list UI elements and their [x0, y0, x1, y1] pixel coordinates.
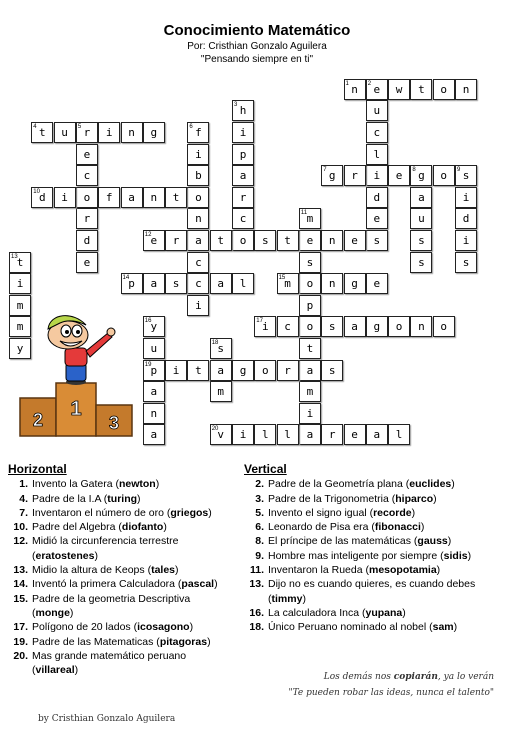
crossword-cell[interactable]: t — [410, 79, 432, 100]
crossword-cell[interactable]: y 16 — [143, 316, 165, 337]
crossword-cell[interactable]: c — [187, 273, 209, 294]
crossword-cell[interactable]: r — [321, 424, 343, 445]
clue-item — [244, 492, 506, 506]
crossword-cell[interactable]: g 8 — [410, 165, 432, 186]
crossword-cell[interactable]: n — [410, 316, 432, 337]
crossword-cell[interactable]: i — [54, 187, 76, 208]
clue-text: Inventó la primera Calculadora (pascal) — [32, 578, 218, 591]
podium-number: 1 — [70, 398, 82, 420]
crossword-cell[interactable]: n — [455, 79, 477, 100]
clue-text: Padre de la Trigonometria (hiparco) — [268, 492, 437, 505]
clue-item — [244, 520, 506, 534]
crossword-cell[interactable]: m — [9, 316, 31, 337]
clue-number: 6 — [189, 124, 193, 130]
clue-answer: monge — [35, 606, 70, 619]
clue-number: 7 — [323, 167, 327, 174]
clue-number: 17 — [256, 318, 263, 325]
clue-item — [8, 592, 234, 621]
crossword-cell[interactable]: a — [366, 424, 388, 445]
clue-item — [8, 477, 234, 491]
crossword-cell[interactable]: e — [366, 208, 388, 229]
crossword-cell[interactable]: d — [366, 187, 388, 208]
crossword-cell[interactable]: a — [143, 273, 165, 294]
crossword-cell[interactable]: e — [366, 273, 388, 294]
crossword-cell[interactable]: a — [210, 273, 232, 294]
crossword-cell[interactable]: d — [76, 230, 98, 251]
clue-number: 18 — [211, 340, 219, 346]
clue-item — [244, 563, 506, 577]
crossword-cell[interactable]: i — [366, 165, 388, 186]
clue-number: 15. — [13, 592, 28, 605]
clue-number: 5 — [77, 124, 82, 130]
crossword-cell[interactable]: m — [9, 295, 31, 316]
clue-answer: villareal — [35, 664, 75, 677]
clue-item — [244, 549, 506, 563]
crossword-cell[interactable]: r — [232, 187, 254, 208]
clue-item — [8, 649, 234, 678]
clue-answer: gauss — [417, 535, 448, 548]
crossword-cell[interactable]: l — [388, 424, 410, 445]
clue-text: Inventaron el número de oro (griegos) — [32, 506, 212, 519]
crossword-cell[interactable]: a — [143, 381, 165, 402]
clue-text: Dijo no es cuando quieres, es cuando debes (timmy) — [268, 578, 476, 605]
crossword-cell[interactable]: r — [344, 165, 366, 186]
clue-number: 1 — [345, 80, 349, 87]
crossword-cell[interactable]: a — [232, 165, 254, 186]
crossword-cell[interactable]: w — [388, 79, 410, 100]
podium-number: 3 — [108, 413, 120, 433]
crossword-cell[interactable]: e — [344, 230, 366, 251]
crossword-cell[interactable]: m 15 — [277, 273, 299, 294]
crossword-cell[interactable]: s — [366, 230, 388, 251]
clue-number: 13 — [11, 253, 18, 260]
clue-answer: timmy — [271, 592, 303, 605]
crossword-cell[interactable]: n 1 — [344, 79, 366, 100]
crossword-cell[interactable]: o — [76, 187, 98, 208]
crossword-cell[interactable]: u — [143, 338, 165, 359]
mascot-illustration — [18, 315, 136, 440]
clue-number: 12 — [144, 232, 152, 238]
clue-number: 1. — [19, 478, 28, 491]
crossword-cell[interactable]: a — [143, 424, 165, 445]
clue-number: 18. — [249, 621, 264, 634]
crossword-cell[interactable]: a — [344, 316, 366, 337]
clue-number: 2 — [367, 80, 372, 87]
crossword-cell[interactable]: p 19 — [143, 360, 165, 381]
crossword-cell[interactable]: t — [210, 230, 232, 251]
clue-number: 19. — [13, 635, 28, 648]
clue-number: 14. — [13, 578, 28, 591]
clue-text: Padre de la I.A (turing) — [32, 492, 141, 505]
clue-number: 15 — [278, 275, 286, 282]
crossword-cell[interactable]: i — [299, 403, 321, 424]
clue-number: 10. — [13, 521, 28, 534]
crossword-cell[interactable]: t 13 — [9, 252, 31, 273]
crossword-cell[interactable]: f 6 — [187, 122, 209, 143]
crossword-cell[interactable]: u — [54, 122, 76, 143]
clue-answer: sam — [432, 621, 454, 634]
crossword-cell[interactable]: p — [299, 295, 321, 316]
clue-number: 4. — [19, 492, 28, 505]
crossword-cell[interactable]: a — [187, 230, 209, 251]
clue-text: Midio la altura de Keops (tales) — [32, 564, 179, 577]
crossword-cell[interactable]: i — [9, 273, 31, 294]
crossword-cell[interactable]: o — [433, 79, 455, 100]
crossword-cell[interactable]: a — [299, 424, 321, 445]
clue-text: Invento la Gatera (newton) — [32, 478, 160, 491]
clue-item — [8, 635, 234, 649]
crossword-cell[interactable]: t — [165, 187, 187, 208]
crossword-cell[interactable]: n — [187, 208, 209, 229]
crossword-cell[interactable]: c — [277, 316, 299, 337]
crossword-cell[interactable]: d 10 — [31, 187, 53, 208]
clue-answer: tales — [151, 564, 176, 577]
crossword-cell[interactable]: u — [366, 100, 388, 121]
crossword-cell[interactable]: r 5 — [76, 122, 98, 143]
clue-item — [244, 606, 506, 620]
crossword-cell[interactable]: s — [321, 316, 343, 337]
crossword-cell[interactable]: o — [232, 230, 254, 251]
clue-number: 8. — [255, 535, 264, 548]
crossword-cell[interactable]: s — [165, 273, 187, 294]
page-title: Conocimiento Matemático — [163, 22, 351, 39]
crossword-cell[interactable]: o — [187, 187, 209, 208]
clue-answer: pitagoras — [159, 635, 208, 648]
crossword-cell[interactable]: p 14 — [121, 273, 143, 294]
clue-text: La calculadora Inca (yupana) — [268, 606, 406, 619]
clue-answer: icosagono — [137, 621, 190, 634]
clue-item — [8, 563, 234, 577]
clue-item — [244, 577, 506, 606]
clue-answer: euclides — [409, 478, 452, 491]
clue-number: 20. — [13, 649, 28, 662]
crossword-cell[interactable]: i — [187, 144, 209, 165]
crossword-cell[interactable]: i — [232, 424, 254, 445]
crossword-cell[interactable]: n — [143, 187, 165, 208]
byline: by Cristhian Gonzalo Aguilera — [38, 714, 176, 724]
crossword-cell[interactable]: i — [455, 187, 477, 208]
crossword-cell[interactable]: l — [277, 424, 299, 445]
crossword-cell[interactable]: t — [187, 360, 209, 381]
crossword-cell[interactable]: g — [366, 316, 388, 337]
clue-answer: hiparco — [395, 492, 434, 505]
clue-number: 3 — [234, 102, 238, 109]
crossword-cell[interactable]: s 18 — [210, 338, 232, 359]
crossword-cell[interactable]: g — [143, 122, 165, 143]
clue-answer: mesopotamia — [368, 564, 437, 577]
crossword-cell[interactable]: r — [277, 360, 299, 381]
clue-number: 5. — [255, 506, 264, 519]
clue-number: 4 — [33, 124, 37, 130]
crossword-cell[interactable]: t — [299, 338, 321, 359]
crossword-cell[interactable]: f — [98, 187, 120, 208]
crossword-cell[interactable]: l — [232, 273, 254, 294]
clue-item — [8, 492, 234, 506]
crossword-cell[interactable]: s 9 — [455, 165, 477, 186]
crossword-cell[interactable]: y — [9, 338, 31, 359]
crossword-cell[interactable]: e 2 — [366, 79, 388, 100]
clue-answer: fibonacci — [374, 521, 421, 534]
clue-answer: turing — [107, 492, 138, 505]
clue-text: Midió la circunferencia terrestre (eratostenes) — [32, 535, 179, 562]
crossword-cell[interactable]: s — [410, 252, 432, 273]
clue-item — [244, 620, 506, 634]
crossword-cell[interactable]: s — [410, 230, 432, 251]
crossword-cell[interactable]: e — [388, 165, 410, 186]
crossword-cell[interactable]: g — [232, 360, 254, 381]
crossword-cell[interactable]: b — [187, 165, 209, 186]
horizontal-heading: Horizontal — [8, 462, 67, 476]
crossword-cell[interactable]: o — [433, 165, 455, 186]
crossword-cell[interactable]: c — [187, 252, 209, 273]
crossword-cell[interactable]: s — [321, 360, 343, 381]
clue-number: 16 — [144, 318, 152, 325]
clue-text: Inventaron la Rueda (mesopotamia) — [268, 564, 441, 577]
crossword-cell[interactable]: c — [232, 208, 254, 229]
clue-text: Leonardo de Pisa era (fibonacci) — [268, 521, 425, 534]
horizontal-clues — [8, 462, 234, 677]
motto: "Pensando siempre en ti" — [200, 54, 314, 65]
clue-number: 14 — [122, 275, 130, 282]
crossword-cell[interactable]: e — [299, 230, 321, 251]
crossword-cell[interactable]: n — [143, 403, 165, 424]
clue-item — [244, 477, 506, 491]
clue-text: Padre de la geometria Descriptiva (monge) — [32, 592, 191, 619]
crossword-cell[interactable]: e — [344, 424, 366, 445]
crossword-cell[interactable]: m — [210, 381, 232, 402]
crossword-cell[interactable]: t — [277, 230, 299, 251]
clue-number: 6. — [255, 521, 264, 534]
crossword-cell[interactable]: n — [321, 230, 343, 251]
crossword-cell[interactable]: i 17 — [254, 316, 276, 337]
crossword-cell[interactable]: o — [433, 316, 455, 337]
crossword-cell[interactable]: o — [299, 316, 321, 337]
crossword-cell[interactable]: u — [410, 208, 432, 229]
clue-number: 7. — [19, 506, 28, 519]
crossword-cell[interactable]: v 20 — [210, 424, 232, 445]
podium-number: 2 — [32, 410, 44, 430]
clue-number: 19 — [144, 361, 152, 368]
clue-answer: newton — [118, 478, 156, 491]
crossword-cell[interactable]: e — [76, 252, 98, 273]
clue-item — [8, 534, 234, 563]
clue-answer: recorde — [373, 506, 412, 519]
crossword-cell[interactable]: m 11 — [299, 208, 321, 229]
crossword-cell[interactable]: n — [121, 122, 143, 143]
crossword-cell[interactable]: o — [254, 360, 276, 381]
crossword-cell[interactable]: c — [366, 122, 388, 143]
clue-answer: griegos — [170, 506, 209, 519]
crossword-cell[interactable]: i — [187, 295, 209, 316]
clue-number: 8 — [412, 167, 416, 174]
clue-text: Hombre mas inteligente por siempre (sidis) — [268, 549, 472, 562]
crossword-cell[interactable]: d — [455, 208, 477, 229]
clue-answer: sidis — [443, 549, 468, 562]
clue-number: 12. — [13, 535, 28, 548]
clue-number: 13. — [249, 578, 264, 591]
clue-item — [244, 534, 506, 548]
crossword-cell[interactable]: r — [165, 230, 187, 251]
crossword-cell[interactable]: p — [232, 144, 254, 165]
crossword-cell[interactable]: s — [455, 252, 477, 273]
clue-number: 9. — [255, 549, 264, 562]
crossword-cell[interactable]: h 3 — [232, 100, 254, 121]
clue-item — [8, 520, 234, 534]
clue-number: 3. — [255, 492, 264, 505]
crossword-cell[interactable]: e 12 — [143, 230, 165, 251]
clue-number: 16. — [249, 606, 264, 619]
crossword-cell[interactable]: n — [321, 273, 343, 294]
crossword-cell[interactable]: g 7 — [321, 165, 343, 186]
clue-text: Único Peruano nominado al nobel (sam) — [268, 621, 458, 634]
quote-line-1: Los demás nos copiarán, ya lo verán — [323, 672, 494, 682]
crossword-cell[interactable]: t 4 — [31, 122, 53, 143]
clue-text: Polígono de 20 lados (icosagono) — [32, 621, 194, 634]
clue-answer: yupana — [365, 606, 403, 619]
clue-text: Mas grande matemático peruano (villareal) — [32, 649, 187, 677]
crossword-cell[interactable]: o — [299, 273, 321, 294]
crossword-cell[interactable]: l — [366, 144, 388, 165]
crossword-cell[interactable]: s — [299, 252, 321, 273]
author-line: Por: Cristhian Gonzalo Aguilera — [187, 41, 327, 52]
crossword-cell[interactable]: c — [76, 165, 98, 186]
crossword-cell[interactable]: r — [76, 208, 98, 229]
quote-line-2: "Te pueden robar las ideas, nunca el talento" — [288, 688, 494, 698]
clue-item — [8, 577, 234, 591]
clue-number: 9 — [457, 167, 461, 174]
crossword-cell[interactable]: i — [232, 122, 254, 143]
clue-item — [244, 506, 506, 520]
crossword-cell[interactable]: s — [254, 230, 276, 251]
crossword-cell[interactable]: a — [210, 360, 232, 381]
crossword-cell[interactable]: o — [388, 316, 410, 337]
crossword-cell[interactable]: i — [98, 122, 120, 143]
crossword-cell[interactable]: g — [344, 273, 366, 294]
clue-item — [8, 506, 234, 520]
clue-text: Padre de las Matematicas (pitagoras) — [32, 635, 211, 648]
crossword-cell[interactable]: i — [455, 230, 477, 251]
crossword-cell[interactable]: a — [299, 360, 321, 381]
clue-answer: diofanto — [121, 521, 164, 534]
clue-number: 10 — [33, 188, 40, 195]
clue-text: El príncipe de las matemáticas (gauss) — [268, 535, 452, 548]
crossword-cell[interactable]: i — [165, 360, 187, 381]
vertical-clues — [244, 462, 506, 635]
clue-answer: pascal — [181, 578, 215, 591]
clue-number: 11 — [300, 210, 308, 217]
crossword-cell[interactable]: l — [254, 424, 276, 445]
crossword-cell[interactable]: m — [299, 381, 321, 402]
clue-number: 2. — [255, 478, 264, 491]
clue-text: Padre del Algebra (diofanto) — [32, 521, 167, 534]
crossword-cell[interactable]: a — [121, 187, 143, 208]
crossword-cell[interactable]: e — [76, 144, 98, 165]
clue-number: 17. — [13, 621, 28, 634]
clue-number: 20 — [211, 426, 219, 433]
clue-answer: eratostenes — [35, 549, 95, 562]
clue-text: Invento el signo igual (recorde) — [268, 506, 416, 519]
clue-item — [8, 620, 234, 634]
clue-number: 13. — [13, 564, 28, 577]
vertical-heading: Vertical — [244, 462, 287, 476]
clue-number: 11. — [249, 564, 264, 577]
crossword-cell[interactable]: a — [410, 187, 432, 208]
clue-text: Padre de la Geometría plana (euclides) — [268, 478, 455, 491]
